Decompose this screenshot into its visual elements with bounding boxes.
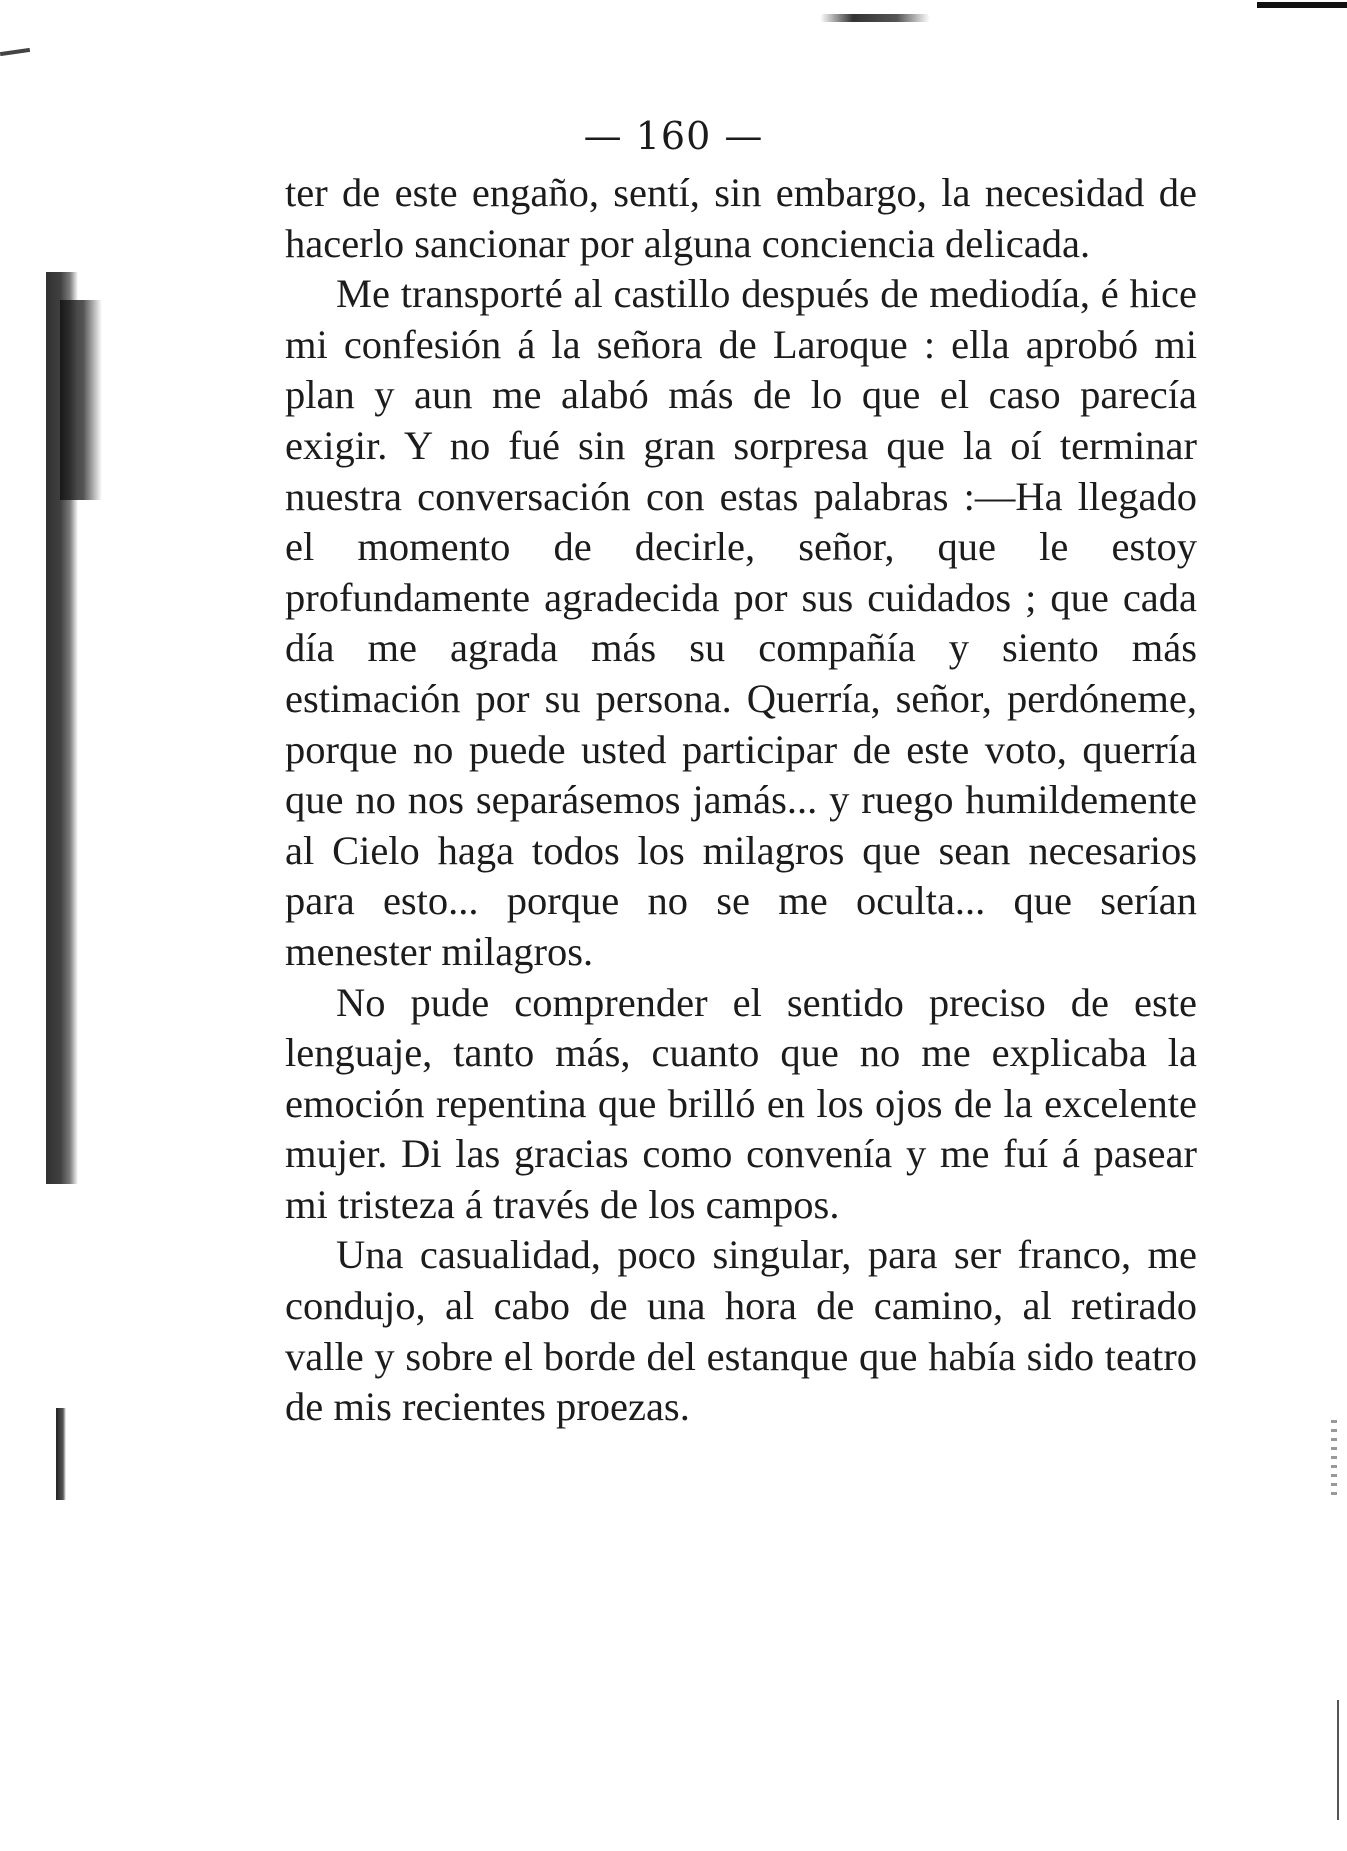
paragraph: Una casualidad, poco singular, para ser franco, me condujo, al cabo de una hora de camino, al retirado valle y sobre el borde del estanque que había sido teatro de mis recientes proezas. bbox=[285, 1232, 1197, 1430]
scan-edge-speckle bbox=[1331, 1420, 1337, 1500]
binding-gutter-shadow-dark bbox=[60, 300, 102, 500]
binding-gutter-mark bbox=[56, 1408, 66, 1500]
paragraph-continuation: ter de este engaño, sentí, sin embargo, la necesidad de hacerlo sancionar por alguna conciencia delicada. bbox=[285, 170, 1197, 266]
scan-edge-line bbox=[1337, 1700, 1339, 1820]
scan-edge-artifact bbox=[1257, 2, 1347, 8]
scan-corner-mark bbox=[0, 48, 30, 56]
paragraph: No pude comprender el sentido preciso de este lenguaje, tanto más, cuanto que no me explicaba la emoción repentina que brilló en los ojos de la excelente mujer. Di las gracias como convenía y me fuí á pasear mi tristeza á través de los campos. bbox=[285, 979, 1197, 1227]
paragraph: Me transporté al castillo después de mediodía, é hice mi confesión á la señora de Laroque : ella aprobó mi plan y aun me alabó más de lo que el caso parecía exigir. Y no fué sin gran sorpresa que la oí terminar nuestra conversación con estas palabras :—Ha llegado el momento de decirle, señor, que le estoy profundamente agradecida por sus cuidados ; que cada día me agrada más su compañía y siento más estimación por su persona. Querría, señor, perdóneme, porque no puede usted participar de este voto, querría que no nos separásemos jamás... y ruego humildemente al Cielo haga todos los milagros que sean necesarios para esto... porque no se me oculta... que serían menester milagros. bbox=[285, 271, 1197, 974]
body-text bbox=[285, 168, 1197, 1433]
page-number: — 160 — bbox=[583, 114, 764, 158]
scan-smudge bbox=[820, 14, 930, 22]
